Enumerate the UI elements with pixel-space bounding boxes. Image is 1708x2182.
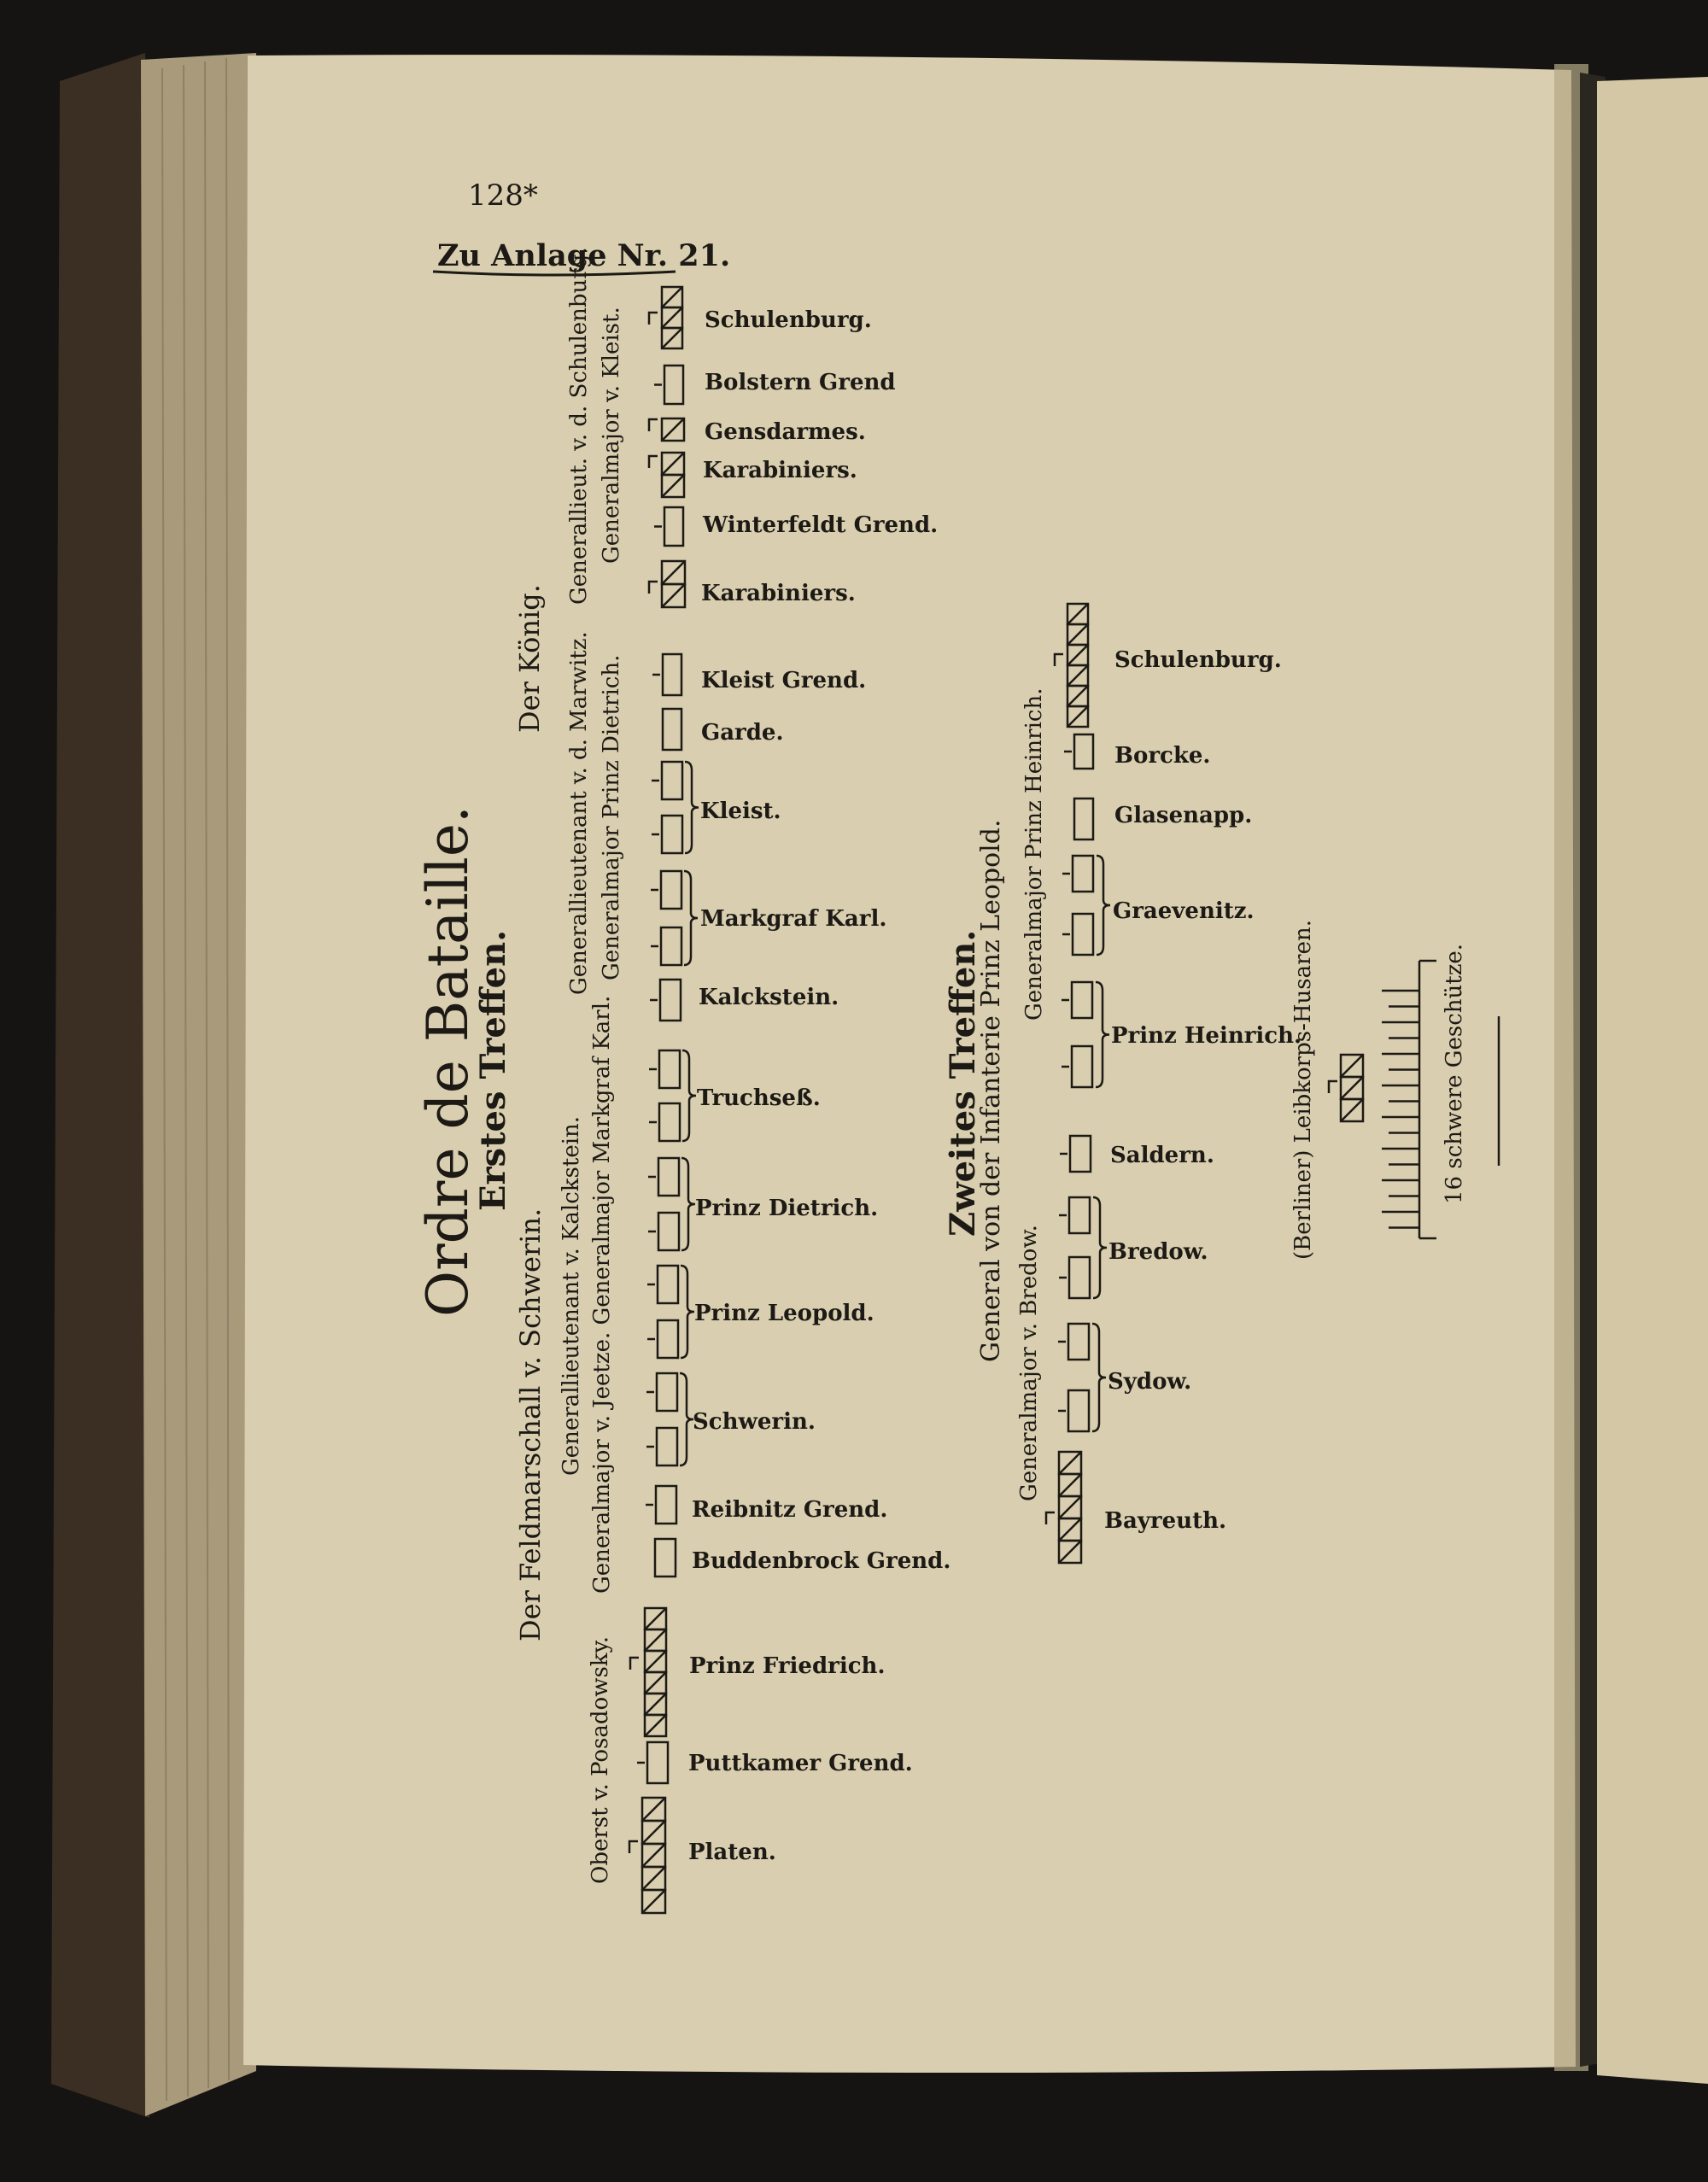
cavalry-squadron-symbol — [1059, 1496, 1081, 1518]
flag-marker — [1046, 1512, 1055, 1524]
unit-label: Truchseß. — [697, 1085, 821, 1111]
commander-heinrich: Generalmajor Prinz Heinrich. — [1021, 687, 1047, 1021]
commander-king: Der König. — [513, 584, 546, 733]
infantry-battalion-symbol — [1069, 1197, 1090, 1233]
cavalry-squadron-symbol — [645, 1672, 666, 1694]
commander-leopold: General von der Infanterie Prinz Leopold. — [976, 819, 1006, 1362]
artillery-label: 16 schwere Geschütze. — [1442, 943, 1467, 1204]
cavalry-squadron-symbol — [645, 1629, 666, 1651]
unit-label: Kleist Grend. — [701, 668, 867, 693]
cavalry-squadron-symbol — [662, 287, 682, 307]
unit-label: Schulenburg. — [1114, 647, 1282, 673]
unit-label: Bayreuth. — [1104, 1508, 1227, 1534]
cavalry-squadron-symbol — [662, 328, 682, 348]
infantry-battalion-symbol — [1068, 1324, 1089, 1360]
infantry-battalion-symbol — [1070, 1136, 1091, 1172]
flag-marker — [649, 313, 658, 325]
annex-reference: Zu Anlage Nr. 21. — [437, 238, 731, 273]
flag-marker — [629, 1841, 638, 1853]
regiment-brace — [684, 871, 698, 965]
flag-marker — [630, 1658, 639, 1670]
cavalry-squadron-symbol — [1068, 645, 1088, 665]
unit-label: Bredow. — [1108, 1239, 1208, 1265]
page-title: Ordre de Bataille. — [415, 805, 481, 1317]
unit-label: Karabiniers. — [701, 581, 856, 606]
infantry-battalion-symbol — [1072, 982, 1092, 1018]
infantry-battalion-symbol — [664, 507, 683, 546]
cavalry-squadron-symbol — [662, 453, 684, 475]
commander-posadowsky: Oberst v. Posadowsky. — [588, 1635, 613, 1884]
infantry-battalion-symbol — [663, 654, 681, 695]
regiment-brace — [1097, 856, 1110, 955]
cavalry-squadron-symbol — [1059, 1474, 1081, 1496]
cavalry-squadron-symbol — [1059, 1541, 1081, 1563]
cavalry-squadron-symbol — [645, 1715, 666, 1736]
infantry-battalion-symbol — [1072, 1046, 1092, 1087]
unit-label: Kalckstein. — [699, 985, 839, 1010]
regiment-brace — [681, 1158, 695, 1250]
cavalry-squadron-symbol — [645, 1651, 666, 1672]
infantry-battalion-symbol — [1074, 799, 1093, 839]
unit-label: Bolstern Grend — [705, 370, 896, 395]
unit-label: Borcke. — [1114, 743, 1211, 769]
commander-kleist: Generalmajor v. Kleist. — [599, 307, 624, 564]
cavalry-squadron-symbol — [1341, 1099, 1363, 1121]
cavalry-squadron-symbol — [645, 1694, 666, 1715]
unit-label: Glasenapp. — [1114, 803, 1253, 828]
cavalry-squadron-symbol — [642, 1821, 665, 1844]
infantry-battalion-symbol — [656, 1486, 676, 1524]
unit-label: Saldern. — [1110, 1143, 1214, 1168]
infantry-battalion-symbol — [661, 871, 681, 909]
cavalry-squadron-symbol — [1059, 1452, 1081, 1474]
unit-label: Prinz Heinrich. — [1111, 1023, 1302, 1049]
commander-marwitz: Generallieutenant v. d. Marwitz. — [566, 631, 592, 995]
unit-label: Prinz Friedrich. — [689, 1653, 886, 1679]
infantry-battalion-symbol — [659, 1103, 680, 1141]
infantry-battalion-symbol — [663, 709, 681, 750]
cavalry-squadron-symbol — [662, 307, 682, 328]
infantry-battalion-symbol — [1073, 914, 1093, 955]
infantry-battalion-symbol — [658, 1266, 678, 1303]
cavalry-squadron-symbol — [1341, 1077, 1363, 1099]
regiment-brace — [685, 762, 699, 853]
regiment-brace — [1096, 982, 1109, 1087]
regiment-brace — [680, 1373, 693, 1465]
infantry-battalion-symbol — [658, 1158, 679, 1196]
infantry-battalion-symbol — [1074, 734, 1093, 769]
infantry-battalion-symbol — [658, 1320, 678, 1358]
cavalry-squadron-symbol — [1068, 706, 1088, 727]
infantry-battalion-symbol — [661, 927, 681, 965]
hussars-label: (Berliner) Leibkorps-Husaren. — [1290, 920, 1316, 1260]
unit-label: Karabiniers. — [703, 458, 857, 483]
flag-marker — [1055, 654, 1063, 666]
commander-schwerin: Der Feldmarschall v. Schwerin. — [514, 1208, 547, 1641]
infantry-battalion-symbol — [659, 1050, 680, 1088]
regiment-brace — [682, 1050, 696, 1141]
cavalry-squadron-symbol — [645, 1608, 666, 1629]
infantry-battalion-symbol — [657, 1428, 677, 1465]
commander-bredow: Generalmajor v. Bredow. — [1016, 1225, 1042, 1501]
cavalry-squadron-symbol — [1068, 665, 1088, 686]
cavalry-squadron-symbol — [642, 1844, 665, 1867]
infantry-battalion-symbol — [662, 816, 682, 853]
unit-label: Kleist. — [700, 799, 781, 824]
infantry-battalion-symbol — [660, 980, 681, 1021]
unit-label: Garde. — [701, 720, 784, 746]
cavalry-squadron-symbol — [662, 475, 684, 497]
cavalry-squadron-symbol — [642, 1798, 665, 1821]
cavalry-squadron-symbol — [1341, 1055, 1363, 1077]
regiment-brace — [1093, 1197, 1107, 1298]
flag-marker — [1329, 1081, 1337, 1093]
unit-label: Buddenbrock Grend. — [692, 1548, 951, 1574]
unit-label: Prinz Leopold. — [694, 1301, 874, 1326]
commander-prinz-dietrich: Generalmajor Prinz Dietrich. — [599, 654, 624, 980]
flag-marker — [649, 582, 658, 594]
cavalry-squadron-symbol — [662, 561, 685, 584]
cavalry-squadron-symbol — [1068, 624, 1088, 645]
unit-label: Platen. — [688, 1840, 776, 1865]
unit-label: Gensdarmes. — [705, 419, 866, 445]
infantry-battalion-symbol — [655, 1539, 676, 1577]
second-line-title: Zweites Treffen. — [943, 929, 983, 1237]
unit-label: Winterfeldt Grend. — [703, 512, 939, 538]
page-number: 128* — [468, 178, 538, 213]
infantry-battalion-symbol — [658, 1213, 679, 1250]
unit-label: Graevenitz. — [1113, 898, 1255, 924]
regiment-brace — [1092, 1324, 1106, 1431]
cavalry-squadron-symbol — [642, 1867, 665, 1890]
unit-label: Sydow. — [1108, 1369, 1192, 1395]
cavalry-squadron-symbol — [642, 1890, 665, 1913]
cavalry-squadron-symbol — [662, 418, 684, 441]
unit-label: Schulenburg. — [705, 307, 872, 333]
cavalry-squadron-symbol — [662, 584, 685, 607]
unit-label: Schwerin. — [693, 1409, 816, 1435]
infantry-battalion-symbol — [1069, 1257, 1090, 1298]
infantry-battalion-symbol — [1073, 856, 1093, 892]
unit-label: Puttkamer Grend. — [688, 1751, 913, 1776]
unit-label: Prinz Dietrich. — [695, 1196, 879, 1221]
infantry-battalion-symbol — [647, 1742, 668, 1783]
commander-jeetze-markgraf: Generalmajor v. Jeetze. Generalmajor Markgraf Karl. — [589, 995, 615, 1594]
infantry-battalion-symbol — [662, 762, 682, 799]
infantry-battalion-symbol — [664, 366, 683, 404]
infantry-battalion-symbol — [1068, 1390, 1089, 1431]
commander-kalckstein: Generallieutenant v. Kalckstein. — [559, 1115, 584, 1476]
flag-marker — [649, 419, 658, 431]
unit-label: Markgraf Karl. — [700, 906, 887, 932]
flag-marker — [649, 456, 658, 468]
cavalry-squadron-symbol — [1068, 686, 1088, 706]
commander-schulenburg: Generallieut. v. d. Schulenburg. — [566, 247, 592, 605]
first-line-title: Erstes Treffen. — [473, 929, 513, 1211]
cavalry-squadron-symbol — [1059, 1518, 1081, 1541]
cavalry-squadron-symbol — [1068, 604, 1088, 624]
infantry-battalion-symbol — [657, 1373, 677, 1411]
regiment-brace — [681, 1266, 694, 1358]
unit-label: Reibnitz Grend. — [692, 1497, 888, 1523]
